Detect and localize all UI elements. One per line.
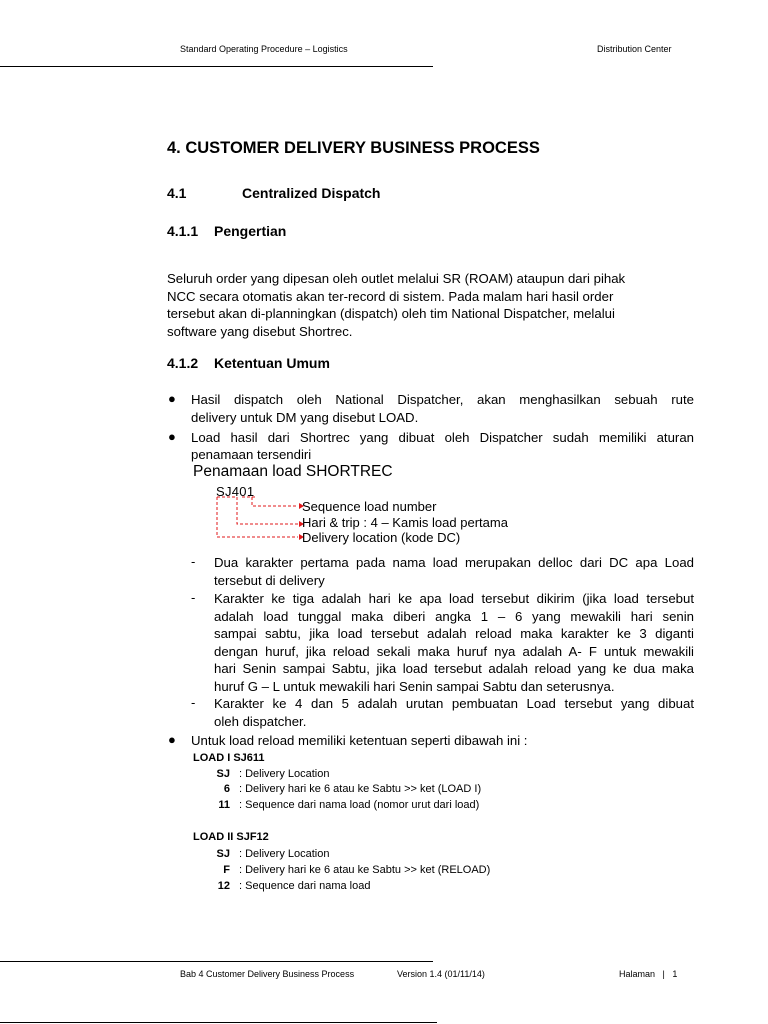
- bullet-1-line-1: Hasil dispatch oleh National Dispatcher, akan menghasilkan sebuah rute: [191, 392, 694, 407]
- header-title: Standard Operating Procedure – Logistics: [180, 44, 348, 54]
- section-number-4-1-1: 4.1.1: [167, 223, 199, 239]
- bullet-dot: ●: [168, 391, 176, 406]
- footer-page-number: Halaman | 1: [619, 969, 678, 979]
- chapter-title: 4. CUSTOMER DELIVERY BUSINESS PROCESS: [167, 139, 540, 157]
- bullet-dot: ●: [168, 429, 176, 444]
- load-2-heading: LOAD II SJF12: [193, 831, 269, 843]
- dash-marker: -: [191, 590, 196, 605]
- dash-item-1: [214, 554, 694, 589]
- load-2-value-day: : Delivery hari ke 6 atau ke Sabtu >> ket (RELOAD): [239, 864, 491, 876]
- load-2-key-sj: SJ: [216, 848, 230, 860]
- footer-rule-bottom: [0, 1022, 437, 1023]
- section-title-4-1-1: Pengertian: [214, 223, 287, 239]
- load-1-value-day: : Delivery hari ke 6 atau ke Sabtu >> ket (LOAD I): [239, 783, 482, 795]
- load-1-value-seq: : Sequence dari nama load (nomor urut dari load): [239, 799, 480, 811]
- dash-line: sampai sabtu, jika load tersebut adalah reload maka karakter ke 3 diganti: [214, 626, 694, 641]
- dash-line: huruf G – L untuk mewakili hari Senin sampai Sabtu dan seterusnya.: [214, 678, 615, 694]
- bullet-dot: ●: [168, 732, 176, 747]
- dash-line: oleh dispatcher.: [214, 713, 307, 729]
- section-title-4-1-2: Ketentuan Umum: [214, 355, 330, 371]
- header-department: Distribution Center: [597, 44, 672, 54]
- footer-chapter: Bab 4 Customer Delivery Business Process: [180, 969, 355, 979]
- footer-version: Version 1.4 (01/11/14): [397, 969, 485, 979]
- dash-line: adalah load tunggal maka diberi angka 1 – 6 yang mewakili hari senin: [214, 608, 694, 624]
- bullet-2-line-1: Load hasil dari Shortrec yang dibuat oleh Dispatcher sudah memiliki aturan: [191, 430, 694, 445]
- paragraph-line: tersebut akan di-planningkan (dispatch) oleh tim National Dispatcher, melalui: [167, 306, 615, 321]
- diagram-title: Penamaan load SHORTREC: [193, 463, 393, 480]
- load-1-value-sj: : Delivery Location: [239, 768, 330, 780]
- dash-item-2: [214, 590, 694, 695]
- paragraph-line: software yang disebut Shortrec.: [167, 323, 353, 339]
- dash-marker: -: [191, 695, 196, 710]
- load-1-key-sj: SJ: [216, 768, 230, 780]
- dash-line: dengan huruf, jika reload sekali maka huruf nya adalah A- F untuk mewakili: [214, 643, 694, 659]
- pengertian-paragraph: [167, 270, 697, 340]
- diagram-load-code: SJ401: [216, 484, 255, 499]
- arrow-delivery-location: [217, 497, 298, 537]
- arrow-hari-trip: [237, 497, 298, 524]
- section-title-4-1: Centralized Dispatch: [242, 185, 381, 201]
- load-1-key-seq: 11: [218, 799, 230, 811]
- diagram-label-sequence: Sequence load number: [302, 499, 437, 514]
- paragraph-line: NCC secara otomatis akan ter-record di sistem. Pada malam hari hasil order: [167, 288, 614, 304]
- diagram-label-hari-trip: Hari & trip : 4 – Kamis load pertama: [302, 515, 508, 530]
- footer-rule-top: [0, 961, 433, 962]
- section-number-4-1-2: 4.1.2: [167, 355, 199, 371]
- load-1-heading: LOAD I SJ611: [193, 752, 265, 764]
- dash-line: Dua karakter pertama pada nama load merupakan delloc dari DC apa Load: [214, 555, 694, 570]
- header-rule: [0, 66, 433, 67]
- dash-line: Karakter ke tiga adalah hari ke apa load tersebut dikirim (jika load tersebut: [214, 591, 694, 606]
- load-2-value-sj: : Delivery Location: [239, 848, 330, 860]
- dash-marker: -: [191, 554, 196, 569]
- load-1-key-day: 6: [223, 783, 230, 795]
- dash-line: Karakter ke 4 dan 5 adalah urutan pembuatan Load tersebut yang dibuat: [214, 696, 694, 711]
- load-2-key-seq: 12: [217, 880, 230, 892]
- dash-line: hari Senin sampai Sabtu, jika load tersebut adalah reload yang ke dua maka: [214, 661, 694, 676]
- diagram-arrows: [212, 496, 307, 546]
- load-2-key-day: F: [223, 864, 230, 876]
- section-number-4-1: 4.1: [167, 185, 187, 201]
- load-2-value-seq: : Sequence dari nama load: [239, 880, 371, 892]
- arrow-sequence: [252, 497, 298, 506]
- paragraph-line: Seluruh order yang dipesan oleh outlet melalui SR (ROAM) ataupun dari pihak: [167, 271, 626, 286]
- bullet-3-line-1: Untuk load reload memiliki ketentuan seperti dibawah ini :: [191, 733, 528, 748]
- dash-item-3: [214, 695, 694, 730]
- bullet-1-line-2: delivery untuk DM yang disebut LOAD.: [191, 410, 419, 425]
- diagram-label-delivery-location: Delivery location (kode DC): [302, 530, 461, 545]
- dash-line: tersebut di delivery: [214, 572, 325, 588]
- bullet-2-line-2: penamaan tersendiri: [191, 447, 312, 462]
